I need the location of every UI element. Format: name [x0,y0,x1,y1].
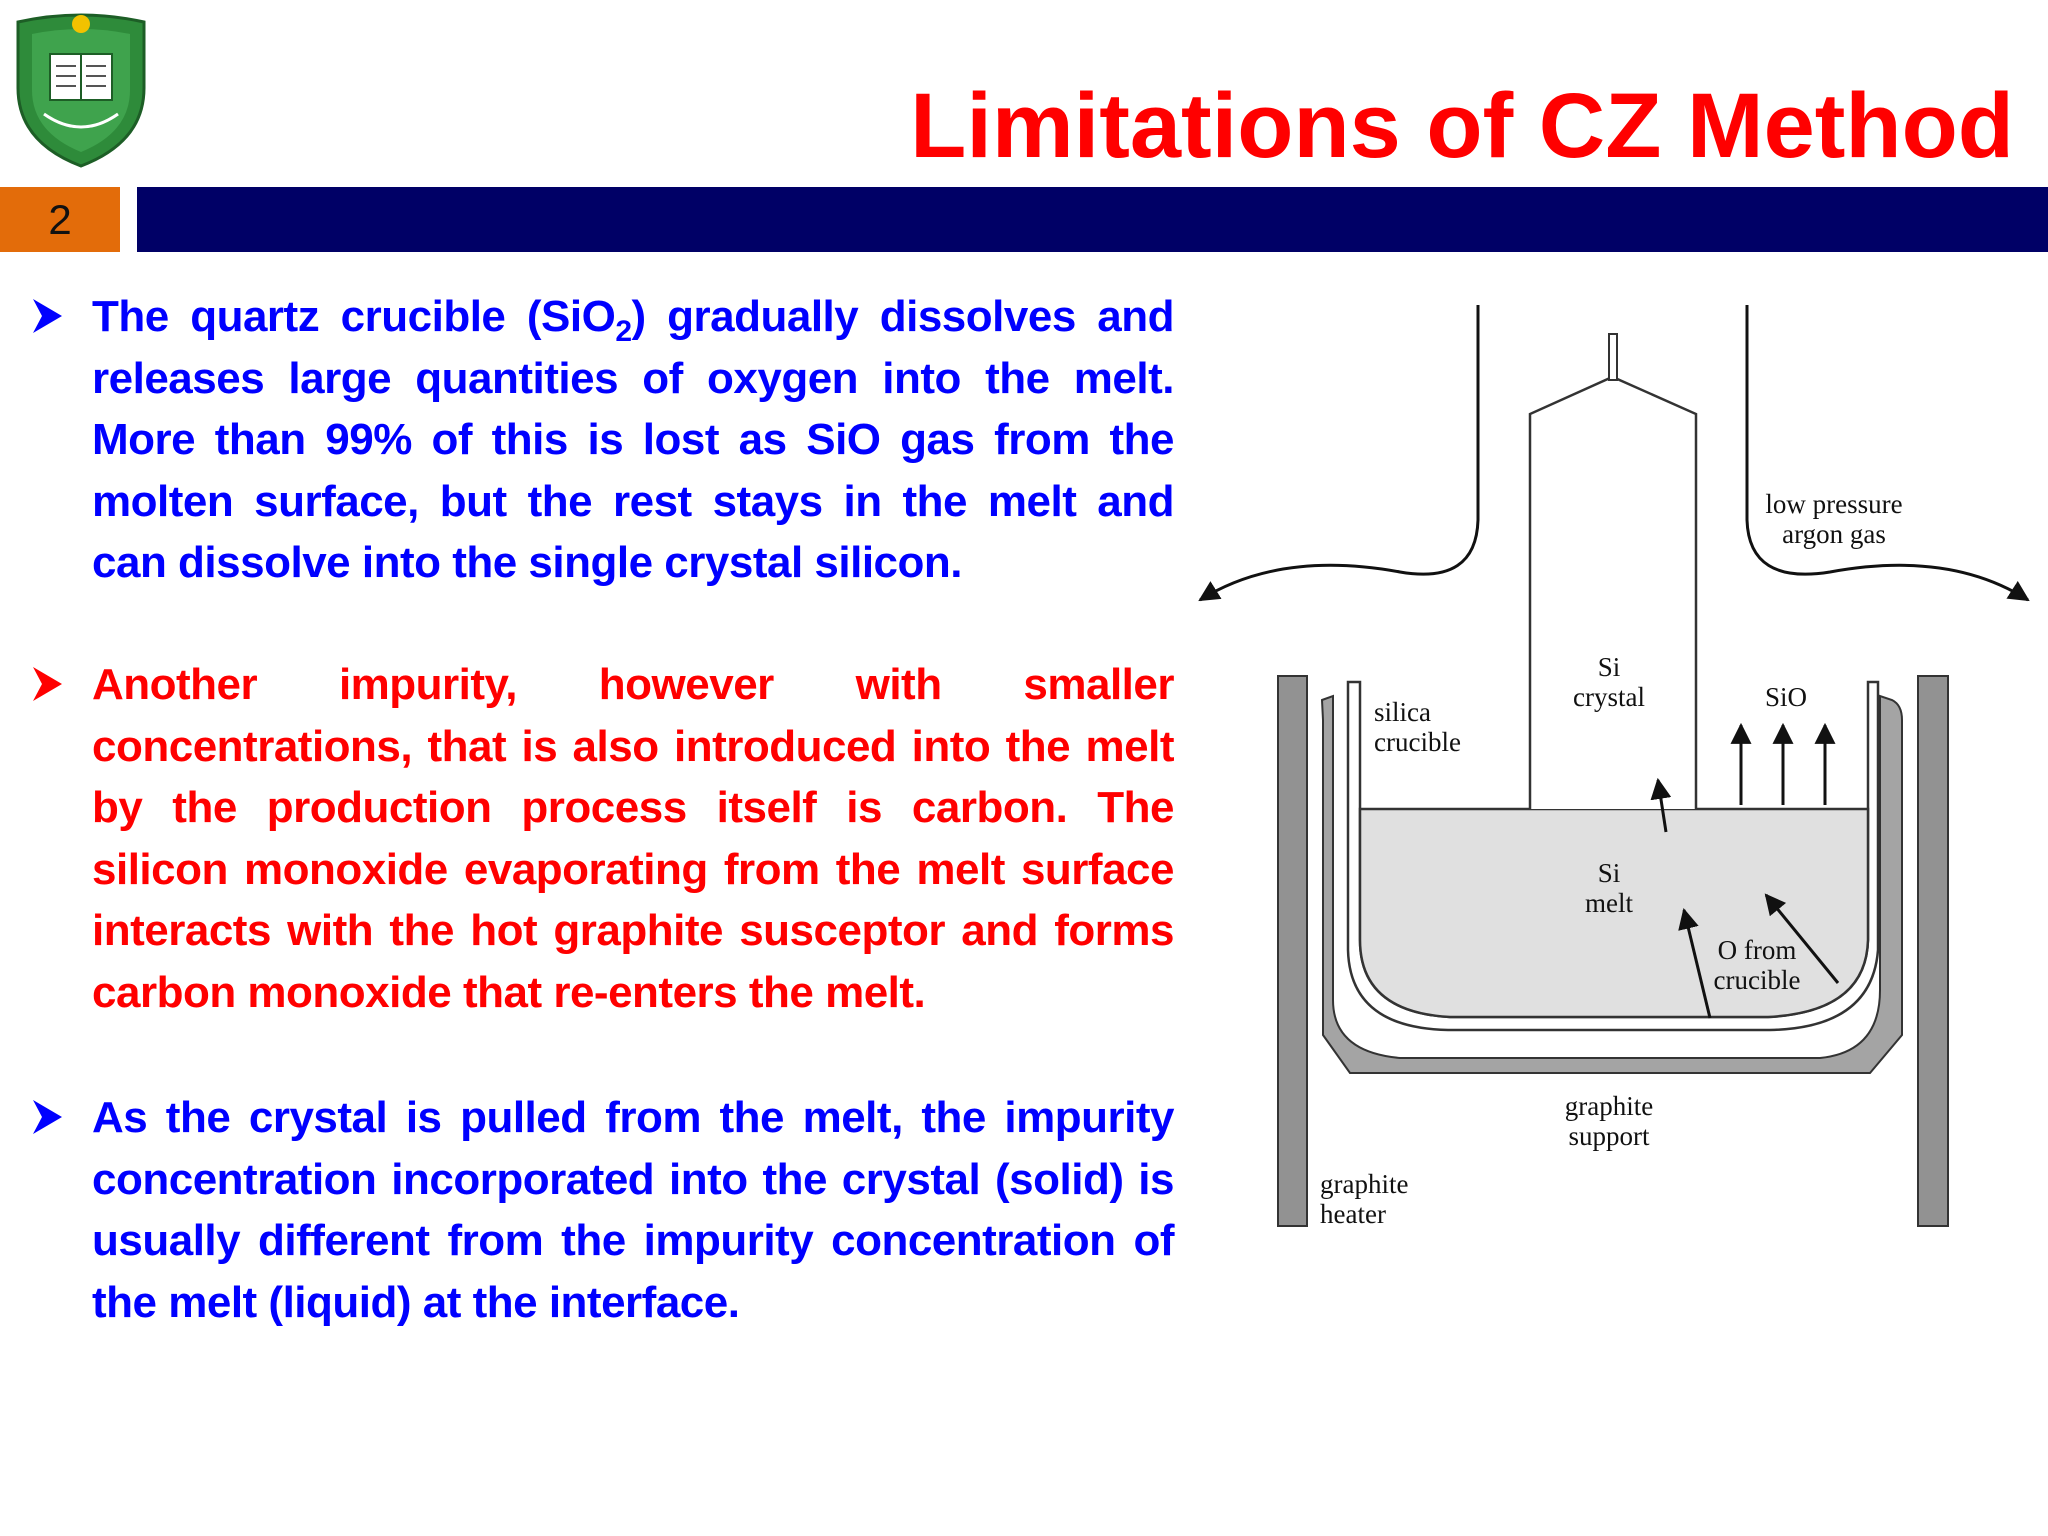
bullet-text-start: The quartz crucible (SiO [92,292,616,341]
chamber-wall-left [1200,305,1478,600]
melt-label: Si melt [1585,858,1633,918]
page-title: Limitations of CZ Method [910,75,2014,177]
cz-puller-diagram [1192,295,2038,1255]
oxygen-label: O from crucible [1713,935,1801,995]
bullet-text [92,286,1174,594]
bullet-subscript: 2 [615,314,632,348]
gas-label: low pressure argon gas [1765,489,1903,549]
bullet-carbon [30,654,1174,1023]
crystal-label: Si crystal [1573,652,1645,712]
university-crest-logo [10,10,152,168]
arrow-bullet-icon [30,1087,66,1147]
arrow-bullet-icon [30,654,66,714]
arrow-bullet-icon [30,286,66,346]
bullet-oxygen [30,286,1174,594]
si-crystal [1530,378,1696,809]
graphite-heater-right [1918,676,1948,1226]
title-underline-bar [137,187,2048,252]
seed-rod [1609,334,1617,380]
heater-label: graphite heater [1320,1169,1409,1229]
chamber-wall-right [1747,305,2028,600]
support-label: graphite support [1564,1091,1654,1151]
bullet-segregation [30,1087,1174,1333]
bullet-text: Another impurity, however with smaller concentrations, that is also introduced into the melt by the production process itself is carbon. The silicon monoxide evaporating from the melt surface interacts with the hot graphite susceptor and forms carbon monoxide that re-enters the melt. [92,660,1174,1017]
bullet-text-end: ) gradually dissolves and releases large quantities of oxygen into the melt. More than 99% of this is lost as SiO gas from the molten surface, but the rest stays in the melt and can dissolve into the single crystal silicon. [92,292,1174,587]
crucible-label: silica crucible [1374,697,1461,757]
graphite-heater-left [1278,676,1307,1226]
bullet-text: As the crystal is pulled from the melt, the impurity concentration incorporated into the crystal (solid) is usually different from the impurity concentration of the melt (liquid) at the interface. [92,1093,1174,1327]
page-number-badge: 2 [0,187,120,252]
sio-label: SiO [1764,682,1808,712]
